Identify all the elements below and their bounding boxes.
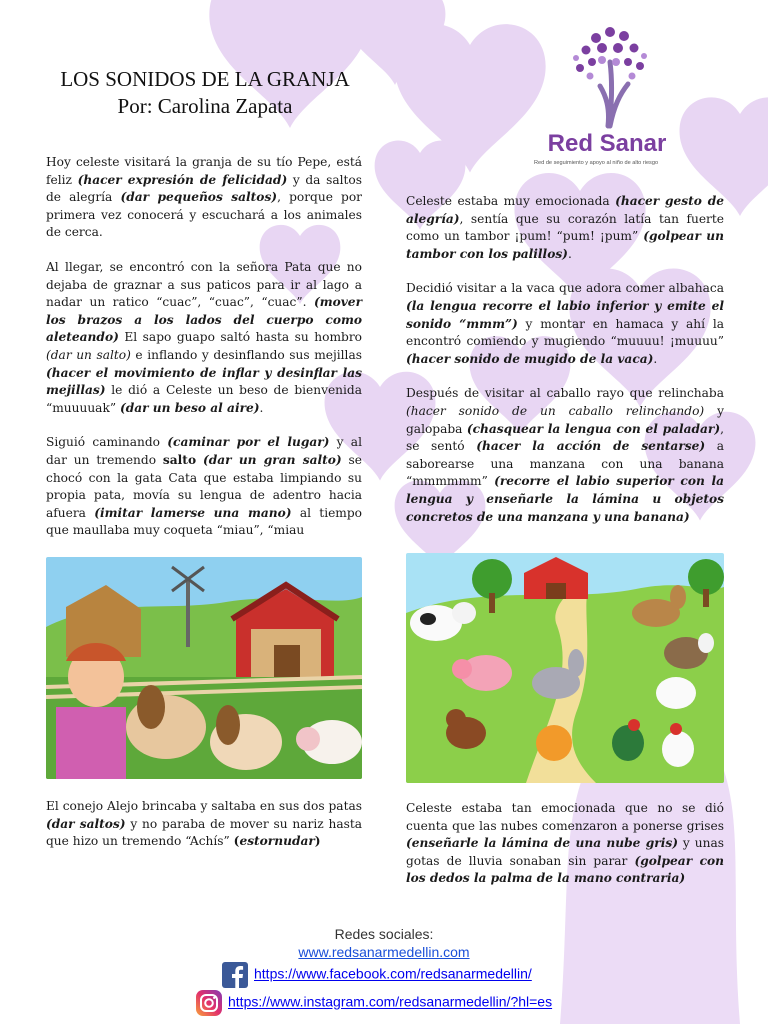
logo-tagline: Red de seguimiento y apoyo al niño de alto riesgo [534, 160, 659, 166]
title-line-1: LOS SONIDOS DE LA GRANJA [60, 67, 350, 91]
text: y unas gotas de lluvia sonaban sin parar [406, 836, 724, 868]
text: Celeste estaba muy emocionada [406, 194, 616, 208]
text: Después de visitar al caballo rayo que relinchaba [406, 386, 724, 401]
instruction: (enseñarle la lámina de una nube gris) [406, 836, 678, 851]
social-footer [0, 926, 768, 960]
text: , sentía que su corazón latía tan fuerte como un tambor ¡pum! “pum! ¡pum” [406, 211, 724, 244]
instruction: (chasquear la lengua con el paladar) [466, 421, 721, 436]
instruction: (imitar lamerse una mano) [94, 505, 292, 520]
text: , porque por primera vez conocerá y escuchará a los animales de cerca. [46, 190, 362, 240]
farm-illustration [46, 557, 362, 779]
text: . [259, 400, 264, 415]
text: a saborearse una manzana con una banana “mmmmmm” [406, 439, 724, 489]
text: y montar en hamaca y ahí la encontró comiendo y mugiendo “muuuu! ¡muuuu” [406, 316, 724, 349]
text-bold: ) [314, 834, 321, 849]
text: El conejo Alejo brincaba y saltaba en sus dos patas [46, 799, 362, 813]
text: Hoy celeste visitará la granja de su tío Pepe, está feliz [46, 155, 362, 187]
social-label: Redes sociales: [334, 926, 434, 942]
paragraph [46, 154, 362, 242]
instruction: (hacer gesto de alegría) [406, 194, 724, 226]
instruction: (hacer la acción de sentarse) [476, 439, 706, 454]
text [196, 453, 203, 467]
text: Celeste estaba tan emocionada que no se dió cuenta que las nubes comenzaron a ponerse grises [406, 801, 724, 833]
facebook-link[interactable]: https://www.facebook.com/redsanarmedellin/ [254, 965, 532, 982]
text: El sapo guapo saltó hasta su hombro [118, 330, 362, 345]
tree-of-hearts-icon [530, 18, 710, 130]
instruction: (caminar por el lugar) [167, 435, 330, 450]
instruction: (dar un gran salto) [202, 452, 342, 467]
website-link[interactable]: www.redsanarmedellin.com [298, 944, 470, 960]
facebook-icon[interactable] [222, 962, 248, 988]
story-right-column [406, 193, 724, 543]
page-title [40, 66, 370, 120]
instruction: (dar pequeños saltos) [120, 190, 278, 205]
instagram-link[interactable]: https://www.instagram.com/redsanarmedellin/?hl=es [228, 993, 553, 1010]
paragraph [46, 259, 362, 417]
red-sanar-logo [530, 18, 710, 178]
instagram-icon[interactable] [196, 990, 222, 1016]
instruction: (dar un salto) [46, 347, 131, 362]
paragraph [406, 385, 724, 526]
farm-animals-image [406, 553, 724, 783]
paragraph [46, 798, 362, 851]
instruction: (golpear con los dedos la palma de la mano contraria) [406, 853, 725, 886]
text: al tiempo que maullaba muy coqueta “miau”, “miau [46, 505, 363, 538]
text: y no paraba de mover su nariz hasta que hizo un tremendo “Achís” [46, 816, 363, 849]
instruction: (hacer sonido de un caballo relinchando) [406, 403, 705, 418]
text: y da saltos de alegría [46, 172, 362, 205]
text: . [653, 351, 658, 366]
instruction: estornudar [239, 834, 315, 849]
logo-name: Red Sanar [547, 130, 667, 157]
text: le dió a Celeste un beso de bienvenida “muuuuak” [46, 383, 362, 415]
text: Decidió visitar a la vaca que adora comer albahaca [406, 281, 724, 296]
text: e inflando y desinflando sus mejillas [130, 347, 362, 362]
instagram-row [196, 990, 552, 1016]
instruction: (hacer expresión de felicidad) [77, 172, 288, 187]
instruction: (mover los brazos a los lados del cuerpo como aleteando) [46, 295, 362, 345]
instruction: (dar un beso al aire) [119, 400, 260, 415]
text-bold: salto [162, 452, 197, 467]
paragraph [406, 800, 724, 888]
instruction: (hacer sonido de mugido de la vaca) [406, 351, 654, 366]
farm-scene-image [46, 557, 362, 779]
text: Siguió caminando [46, 435, 168, 450]
instruction: (dar saltos) [46, 816, 126, 831]
farm-animals-illustration [406, 553, 724, 783]
text: Al llegar, se encontró con la señora Pata que no dejaba de graznar a sus paticos para ir al lago a nadar un ratico “cuac”, “cuac”, “cuac”. [46, 259, 362, 310]
paragraph [46, 434, 362, 540]
paragraph [406, 193, 724, 263]
instruction: (hacer el movimiento de inflar y desinflar las mejillas) [46, 365, 362, 398]
instruction: (golpear un tambor con los palillos) [406, 229, 724, 261]
instruction: (recorre el labio superior con la lengua y enseñarle la lámina u objetos concretos de una manzana y una banana) [406, 474, 724, 524]
text: y galopaba [406, 403, 724, 436]
text: se chocó con la gata Cata que estaba limpiando su propia pata, movía su lengua de adentro hacia afuera [46, 452, 363, 520]
story-left-column-bottom [46, 798, 362, 868]
story-left-column [46, 154, 362, 557]
text: y al dar un tremendo [46, 435, 362, 467]
story-right-column-bottom [406, 800, 724, 905]
instruction: (la lengua recorre el labio inferior y emite el sonido “mmm”) [406, 298, 724, 331]
text-bold: ( [233, 834, 240, 849]
text: . [567, 246, 572, 261]
facebook-row [222, 962, 532, 988]
text: , se sentó [406, 421, 724, 454]
title-author: Por: Carolina Zapata [117, 94, 293, 118]
paragraph [406, 280, 724, 368]
